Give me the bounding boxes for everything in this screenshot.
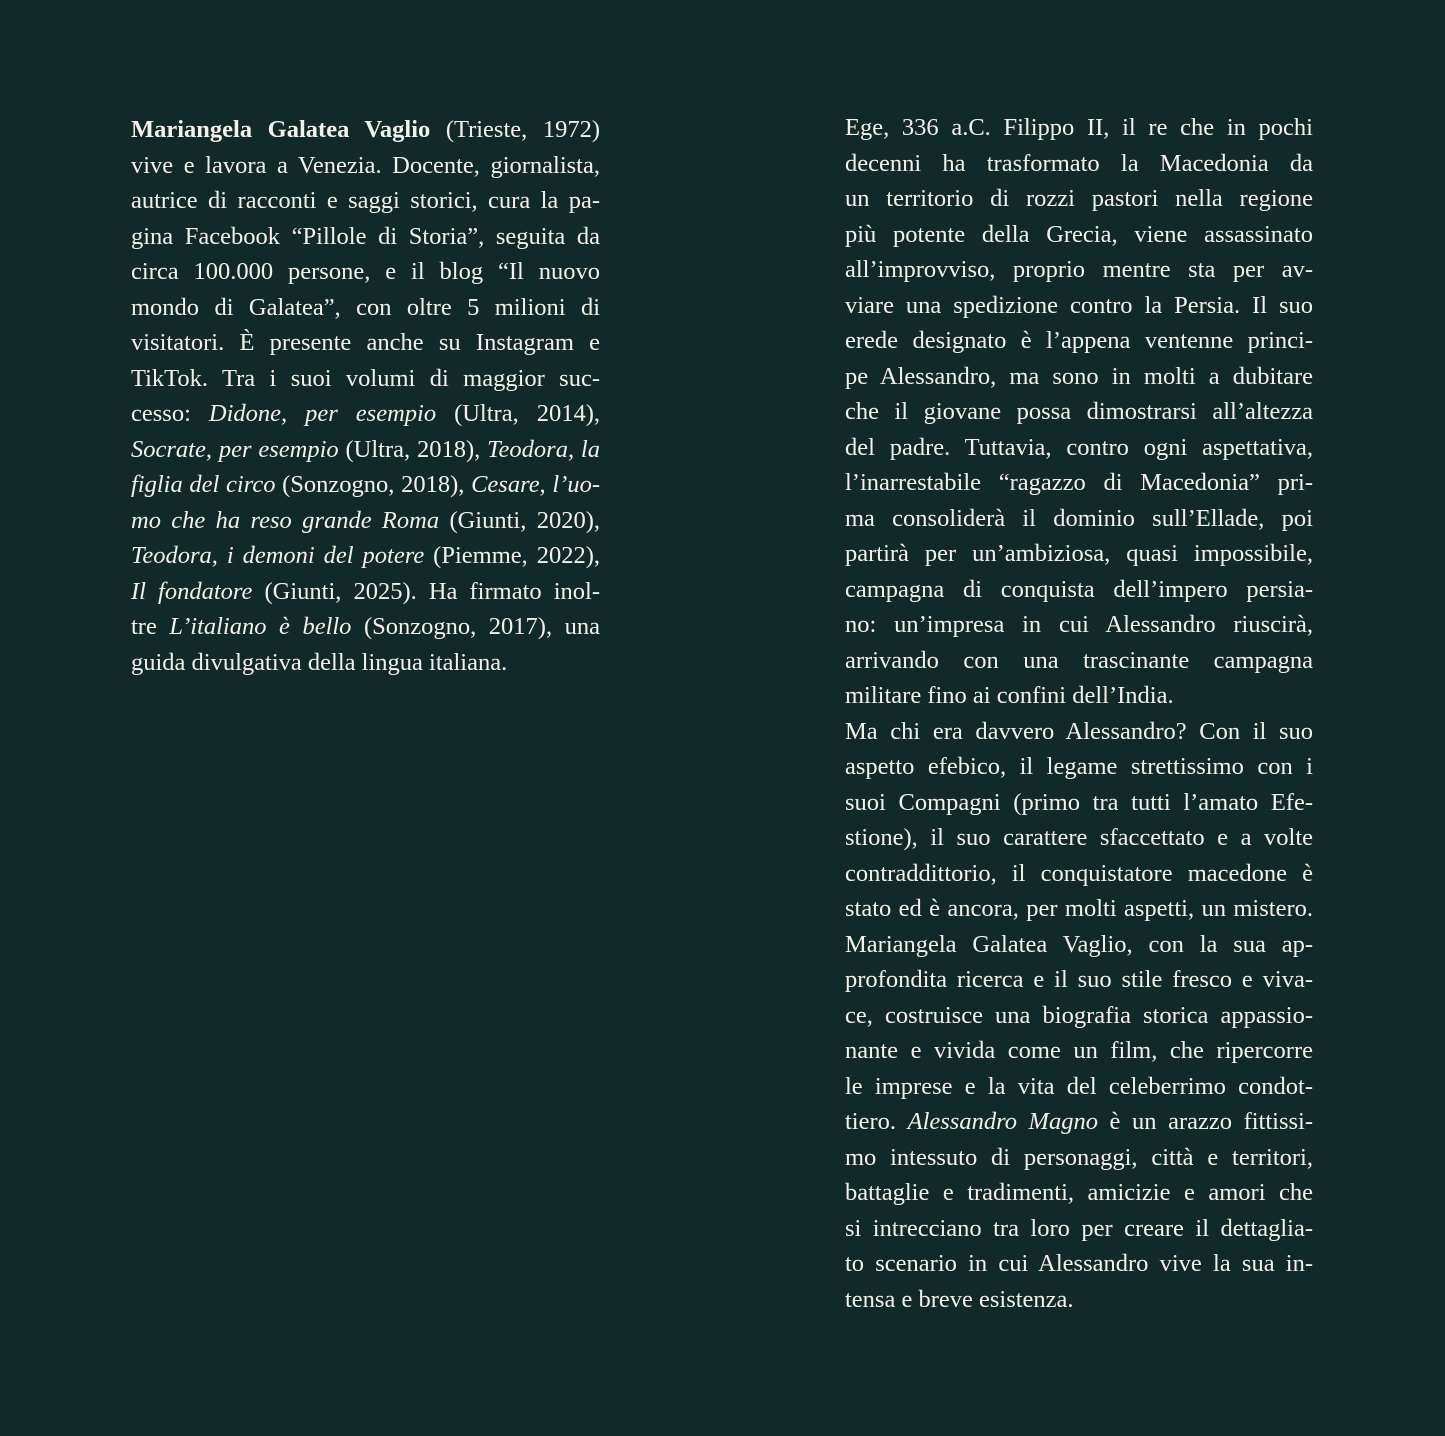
book-synopsis (845, 110, 1313, 1317)
text-run: tensa e breve esistenza. (845, 1285, 1074, 1313)
text-run: gina Facebook “Pillole di Storia”, seguita da (131, 222, 600, 250)
text-line (845, 1069, 1313, 1105)
text-run: cesso: (131, 400, 209, 427)
text-run: profondita ricerca e il suo stile fresco e vivа- (845, 966, 1313, 993)
text-run: pe Alessandro, ma sono in molti a dubitare (845, 362, 1313, 390)
text-line (845, 678, 1313, 714)
text-run: autrice di racconti e saggi storici, cura la pa- (131, 187, 600, 214)
italic-title: Cesare, l’uo- (471, 471, 600, 498)
italic-title: mo che ha reso grande Roma (131, 506, 440, 534)
text-run: no: un’impresa in cui Alessandro riuscirà, (845, 611, 1313, 638)
text-line (845, 110, 1313, 146)
text-line (845, 323, 1313, 359)
text-line (131, 645, 600, 681)
text-line (845, 1140, 1313, 1176)
text-line (845, 146, 1313, 182)
text-line (845, 749, 1313, 785)
text-line (845, 820, 1313, 856)
text-run: campagna di conquista dell’impero persia- (845, 575, 1313, 603)
text-run: Ege, 336 a.C. Filippo II, il re che in pochi (845, 114, 1313, 141)
text-line (845, 714, 1313, 750)
text-run: tiero. (845, 1108, 908, 1135)
text-line (845, 1282, 1313, 1318)
text-line (131, 219, 600, 255)
text-run: (Sonzogno, 2018), (275, 471, 472, 498)
text-line (845, 181, 1313, 217)
text-line (131, 396, 600, 432)
text-run: guida divulgativa della lingua italiana. (131, 648, 508, 676)
text-run: tre (131, 613, 170, 640)
text-line (845, 891, 1313, 927)
text-line (845, 394, 1313, 430)
text-run: Ma chi era davvero Alessandro? Con il suo (845, 717, 1313, 745)
text-run: (Sonzogno, 2017), una (351, 613, 600, 640)
text-line (131, 290, 600, 326)
author-name: Mariangela Galatea Vaglio (131, 116, 431, 143)
text-run: mondo di Galatea”, con oltre 5 milioni di (131, 293, 600, 321)
text-run: visitatori. È presente anche su Instagram e (131, 329, 600, 356)
text-line (845, 430, 1313, 466)
text-line (845, 927, 1313, 963)
text-line (131, 361, 600, 397)
text-run: partirà per un’ambiziosa, quasi impossibile, (845, 540, 1313, 567)
text-line (845, 607, 1313, 643)
text-run: Mariangela Galatea Vaglio, con la sua ap- (845, 930, 1313, 958)
text-line (845, 998, 1313, 1034)
text-run: decenni ha trasformato la Macedonia da (845, 149, 1313, 177)
text-run: battaglie e tradimenti, amicizie e amori che (845, 1179, 1313, 1206)
italic-title: Socrate, per esempio (131, 435, 339, 463)
text-run: (Piemme, 2022), (424, 542, 600, 569)
text-line (131, 254, 600, 290)
italic-title: Il fondatore (131, 577, 253, 605)
text-line (845, 465, 1313, 501)
text-run: più potente della Grecia, viene assassinato (845, 220, 1313, 248)
text-run: del padre. Tuttavia, contro ogni aspettativa, (845, 433, 1313, 461)
text-run: all’improvviso, proprio mentre sta per av- (845, 256, 1313, 283)
text-run: vive e lavora a Venezia. Docente, giornalista, (131, 151, 600, 179)
text-run: viare una spedizione contro la Persia. Il suo (845, 291, 1313, 319)
text-run: stione), il suo carattere sfaccettato e a volte (845, 824, 1313, 851)
text-run: si intrecciano tra loro per creare il dettaglia- (845, 1214, 1313, 1242)
text-line (131, 112, 600, 148)
text-run: suoi Compagni (primo tra tutti l’amato Efe- (845, 788, 1313, 816)
text-line (845, 643, 1313, 679)
text-line (845, 1246, 1313, 1282)
text-run: stato ed è ancora, per molti aspetti, un mistero. (845, 895, 1313, 922)
text-run: aspetto efebico, il legame strettissimo con i (845, 753, 1313, 780)
text-run: nante e vivida come un film, che ripercorre (845, 1037, 1313, 1064)
text-line (845, 217, 1313, 253)
italic-title: Teodora, la (487, 435, 600, 463)
text-line (845, 856, 1313, 892)
text-run: (Giunti, 2020), (439, 506, 600, 534)
text-run: (Ultra, 2014), (436, 400, 600, 427)
author-bio (131, 112, 600, 680)
italic-title: Teodora, i demoni del potere (131, 542, 425, 569)
text-line (845, 288, 1313, 324)
text-line (131, 148, 600, 184)
italic-title: figlia del circo (131, 471, 276, 498)
text-run: contraddittorio, il conquistatore macedone è (845, 859, 1313, 887)
text-run: erede designato è l’appena ventenne princi- (845, 327, 1313, 354)
text-line (845, 252, 1313, 288)
text-line (131, 574, 600, 610)
text-line (131, 432, 600, 468)
text-line (845, 962, 1313, 998)
text-line (845, 359, 1313, 395)
text-line (845, 501, 1313, 537)
text-line (131, 467, 600, 503)
italic-title: Alessandro Magno (907, 1108, 1098, 1135)
text-line (131, 503, 600, 539)
text-line (845, 572, 1313, 608)
text-run: to scenario in cui Alessandro vive la sua in- (845, 1250, 1313, 1277)
text-run: che il giovane possa dimostrarsi all’altezza (845, 398, 1313, 425)
italic-title: Didone, per esempio (208, 400, 437, 427)
text-run: militare fino ai confini dell’India. (845, 682, 1174, 709)
text-run: ce, costruisce una biografia storica appassio- (845, 1001, 1313, 1029)
text-run: (Ultra, 2018), (338, 435, 488, 463)
text-line (131, 183, 600, 219)
text-line (131, 325, 600, 361)
text-run: TikTok. Tra i suoi volumi di maggior suc- (131, 364, 600, 392)
text-line (845, 1175, 1313, 1211)
text-run: è un arazzo fittissi- (1097, 1108, 1313, 1135)
italic-title: L’italiano è bello (169, 613, 352, 640)
text-line (845, 536, 1313, 572)
text-run: (Trieste, 1972) (430, 116, 601, 143)
text-run: ma consoliderà il dominio sull’Ellade, poi (845, 504, 1313, 532)
text-line (845, 1211, 1313, 1247)
text-line (131, 609, 600, 645)
text-run: arrivando con una trascinante campagna (845, 646, 1313, 674)
text-run: le imprese e la vita del celeberrimo condot- (845, 1072, 1313, 1100)
text-run: (Giunti, 2025). Ha firmato inol- (252, 577, 600, 605)
text-run: mo intessuto di personaggi, città e territori, (845, 1143, 1313, 1171)
text-line (845, 1033, 1313, 1069)
text-line (131, 538, 600, 574)
text-line (845, 1104, 1313, 1140)
text-run: l’inarrestabile “ragazzo di Macedonia” pri- (845, 469, 1313, 496)
text-run: un territorio di rozzi pastori nella regione (845, 185, 1313, 212)
text-run: circa 100.000 persone, e il blog “Il nuovo (131, 258, 600, 285)
text-line (845, 785, 1313, 821)
